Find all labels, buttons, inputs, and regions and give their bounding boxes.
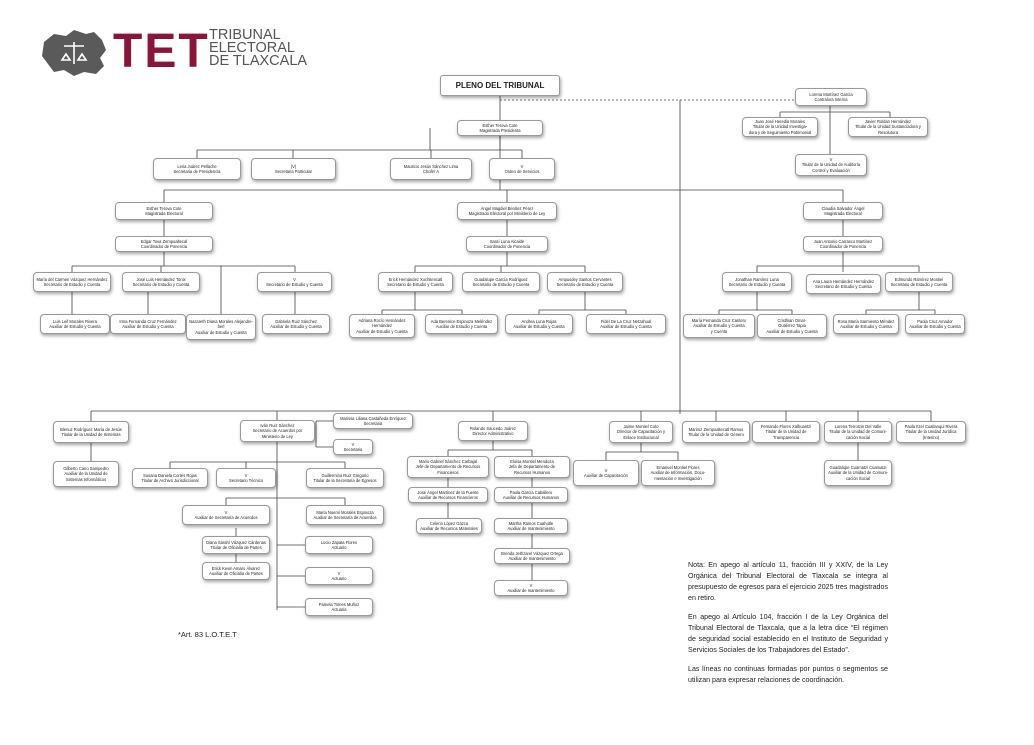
org-box-actuario2 xyxy=(305,567,373,585)
org-box-sga xyxy=(240,420,315,442)
org-box-line: Esther Terova Cote xyxy=(146,205,182,211)
org-box-p1s3 xyxy=(257,272,332,292)
org-box-line: Auxiliar de Estudio y Cuenta xyxy=(909,324,961,329)
org-box-line: Secretario de Estudio y Cuenta xyxy=(890,282,948,287)
org-box-line: José Ángel Martínez de la Fuente xyxy=(417,489,479,495)
org-box-line: Auxiliar de Estudio y Cuenta xyxy=(49,324,101,329)
org-box-line: Auxiliar de mantenimiento xyxy=(507,526,555,531)
org-box-line: Saraí Luna Alcaide xyxy=(489,238,525,244)
org-box-line: Guadalupe García Rodríguez xyxy=(474,276,528,282)
org-box-line: Secretario de Estudio y Cuenta xyxy=(556,282,614,287)
org-box-line: Ampusdey Santos Cervantes xyxy=(558,276,612,282)
org-box-line: Paola Cruz Amador xyxy=(917,318,953,324)
org-box-line: Transparencia xyxy=(772,434,799,440)
org-box-line: Enlace Institucional xyxy=(623,434,659,440)
footnote: *Art. 83 L.O.T.E.T xyxy=(178,630,237,639)
org-box-coord3 xyxy=(803,236,883,252)
org-box-juridica xyxy=(896,421,966,443)
org-box-p3a4 xyxy=(905,314,965,334)
org-box-line: Pamela Tomes Muñoz xyxy=(318,601,360,607)
org-box-p2s1 xyxy=(378,272,453,292)
org-box-line: Auxiliar de Estudio y Cuenta xyxy=(122,324,174,329)
org-box-line: Titular de la Unidad de Comuni- xyxy=(829,429,887,435)
org-box-line: Auxiliar de Estudio y Cuenta xyxy=(600,324,652,329)
org-box-line: (Interino) xyxy=(922,434,940,440)
org-box-line: Coordinador de Ponencia xyxy=(483,244,531,249)
org-box-rh xyxy=(494,456,570,478)
org-box-line: Guillermina Ruiz Gregorio xyxy=(321,472,369,478)
org-box-line: Gabriela Ruiz Sánchez xyxy=(275,318,317,324)
org-box-line: Auxiliar de Estudio y Cuenta xyxy=(513,324,565,329)
org-box-ordenanza xyxy=(489,158,555,180)
org-box-line: Titular de la Unidad de xyxy=(765,429,807,435)
org-box-secretaria1 xyxy=(333,413,413,429)
org-box-p3s1 xyxy=(722,272,792,292)
org-box-line: Magistrada Presidenta xyxy=(479,128,521,133)
org-box-info xyxy=(641,460,715,486)
org-box-line: Magistrada Electoral xyxy=(145,211,183,216)
org-box-line: Secretaria Particular xyxy=(274,169,313,174)
org-box-sust xyxy=(848,117,928,137)
org-box-line: Ángel Magdiel Benítez Pérez xyxy=(480,205,534,211)
org-box-line: Titular de la Secretaría de Egresos xyxy=(313,478,377,483)
org-box-line: Emanuel Montiel Flores xyxy=(656,465,700,471)
org-box-line: María Noemí Morales Espinoza xyxy=(316,509,374,515)
org-box-line: Hernández xyxy=(371,323,393,329)
note-2: En apego al Artículo 104, fracción I de la Ley Orgánica del Tribunal Electoral de Tlaxcala, que a la letra dice “El régimen de seguridad social establecido en el Instituto de Seguridad y Servicios Sociales de los Trabajadores del Estado”. xyxy=(688,613,888,654)
org-box-line: Secretario de Estudio y Cuenta xyxy=(815,284,872,289)
org-box-p3a3 xyxy=(833,314,899,334)
org-box-coord2 xyxy=(466,236,548,252)
org-box-line: Lorena Terrotzin Del Valle xyxy=(834,424,882,430)
org-box-line: V xyxy=(520,163,524,169)
org-box-sis_aux xyxy=(53,461,119,487)
org-box-line: Contralora Interna xyxy=(814,97,848,102)
org-box-line: Titular de la Unidad de Género xyxy=(688,432,744,437)
org-box-transp xyxy=(752,421,820,443)
org-box-line: Auxiliar de mantenimiento xyxy=(508,556,556,561)
org-box-actuario1 xyxy=(305,536,373,554)
org-box-p2a3 xyxy=(505,314,573,334)
org-box-line: Cristhian Omar- xyxy=(777,318,807,324)
org-box-p3s3 xyxy=(885,272,953,292)
org-box-capac_aux xyxy=(573,460,639,486)
logo-name: TRIBUNAL ELECTORAL DE TLAXCALA xyxy=(209,27,308,69)
org-box-line: cación Social xyxy=(845,475,871,481)
org-box-line: V xyxy=(244,472,248,478)
org-box-line: Celerin López Gazca xyxy=(429,520,469,526)
org-box-line: Gutiérrez Tapia xyxy=(778,323,806,329)
org-box-line: Actuario xyxy=(331,576,347,581)
org-box-rh_aux xyxy=(494,487,568,503)
org-box-line: Titular de la Unidad Investiga- xyxy=(752,124,808,130)
org-box-line: cación Social xyxy=(845,434,871,440)
org-box-line: Auxiliar de la Unidad de Comuni- xyxy=(828,470,888,476)
org-box-line: Jefe de Departamento de Recursos xyxy=(415,464,481,470)
org-box-line: Mauricio Jesús Sánchez Lima xyxy=(403,163,459,169)
org-box-line: Coordinador de Ponencia xyxy=(140,244,188,249)
org-box-line: mentación e Investigación xyxy=(654,475,702,481)
org-box-line: y Cuenta xyxy=(710,328,728,334)
org-box-line: Secretario de Estudio y Cuenta xyxy=(132,282,190,287)
org-box-line: berl xyxy=(217,324,225,330)
org-box-line: Auxiliar de Capacitación xyxy=(584,473,628,478)
org-box-line: Auxiliar de Secretaría de Acuerdos xyxy=(194,515,258,520)
org-box-p2a2 xyxy=(425,314,498,334)
org-box-line: Sistemas Informáticos xyxy=(65,476,107,482)
org-box-p2a1 xyxy=(349,314,415,338)
org-box-line: Titular de Oficialía de Partes xyxy=(210,545,262,550)
org-box-fin xyxy=(407,456,489,478)
org-box-p3a2 xyxy=(757,314,827,338)
org-box-secpres xyxy=(153,158,241,180)
org-box-mat xyxy=(416,518,482,534)
org-box-line: José Luis Hernández Tonix xyxy=(136,276,186,282)
org-box-auxsa1 xyxy=(182,505,270,525)
org-box-line: Secretaria xyxy=(363,421,383,426)
note-1: Nota: En apego al artículo 11, fracción III y XXIV, de la Ley Orgánica del Tribunal Electoral de Tlaxcala se integra al presupuesto de egresos para el ejercicio 2025 tres magistrados en retiro. xyxy=(688,561,888,602)
org-box-mag1 xyxy=(115,202,213,220)
org-box-line: Auxiliar de Recursos Materiales xyxy=(420,526,478,531)
org-box-line: Gilberto Cano Sampedro xyxy=(63,466,109,472)
org-box-line: Irma Fernanda Cruz Fernández xyxy=(119,318,177,324)
org-box-line: Blenuz Rodríguez María de Jesús xyxy=(60,426,122,432)
org-box-line: Leria Juárez Pellache xyxy=(177,163,217,169)
org-box-line: (V) xyxy=(290,163,297,169)
org-box-mag3 xyxy=(803,202,883,220)
org-box-oficial2 xyxy=(202,562,270,580)
org-box-line: Titular de la Unidad Sustanciadora y xyxy=(855,124,921,130)
org-box-inv xyxy=(742,117,818,137)
org-box-line: Auxiliar de Secretaría de Acuerdos xyxy=(313,515,377,520)
org-box-line: Guadalupe Cuamatzi Cuamatzi xyxy=(829,465,887,471)
org-box-line: Andrea Luna Rojas xyxy=(521,318,557,324)
org-box-mant3 xyxy=(494,580,568,596)
org-box-line: Nazareth Diana Morales Alejandre- xyxy=(189,319,253,325)
org-box-line: Ministerio de Ley xyxy=(262,433,293,439)
notes xyxy=(688,560,888,694)
org-box-line: V xyxy=(351,441,355,447)
org-box-line: Edmundo Ramírez Montiel xyxy=(894,276,944,282)
org-box-p2s2 xyxy=(462,272,540,292)
org-box-line: Secretario de Estudio y Cuenta xyxy=(472,282,530,287)
org-box-line: Auxiliar de la Unidad de xyxy=(64,471,108,477)
org-box-chofer xyxy=(390,158,472,180)
org-box-line: Director Administrativo xyxy=(472,431,514,436)
org-box-line: Adriana Rocío Hernández xyxy=(358,318,406,324)
org-box-fin_aux xyxy=(408,487,488,503)
logo-acronym: TET xyxy=(113,25,210,78)
org-box-p1s2 xyxy=(122,272,200,292)
org-box-actuario3 xyxy=(305,598,373,616)
org-box-line: Recursos Humanos xyxy=(514,469,550,475)
org-box-line: Lucio Zapata Flores xyxy=(320,539,358,545)
org-box-line: V xyxy=(293,276,296,282)
org-box-line: V xyxy=(829,157,833,163)
org-box-archivo xyxy=(132,468,208,488)
org-box-mant1 xyxy=(494,518,568,534)
org-box-admin xyxy=(458,421,528,441)
org-box-line: Ana Laura Hernández Hernández xyxy=(812,278,875,284)
org-box-p1a4 xyxy=(262,314,330,334)
org-box-line: Auxiliar de Estudio y Cuenta xyxy=(840,324,892,329)
org-box-coord1 xyxy=(115,236,213,252)
org-box-line: Financieros xyxy=(437,469,459,475)
org-box-line: Ada Berenice Espinoza Meléndez xyxy=(430,318,493,324)
org-box-line: Fidel De La Cruz Netzahual xyxy=(600,318,652,324)
org-box-line: Martha Ramos Cuahutle xyxy=(508,520,554,526)
org-box-auxsa2 xyxy=(306,505,384,525)
org-box-line: Mario Gabriel Sánchez Carbajal xyxy=(418,459,478,465)
org-box-p1a1 xyxy=(40,314,110,334)
org-box-line: Titular de Archivo Jurisdiccional xyxy=(141,478,199,483)
org-box-line: Juan Antonio Carrasco Martínez xyxy=(813,238,873,244)
org-box-line: Magistrada Electoral xyxy=(824,211,862,216)
org-box-line: María Fernanda Cruz Cantero xyxy=(691,318,747,324)
org-box-line: Jonathan Ramírez Luna xyxy=(735,276,779,282)
org-box-line: Magistrado Electoral por Ministerio de Ley xyxy=(468,211,546,216)
org-box-line: Secretario de Estudio y Cuenta xyxy=(266,282,323,287)
org-box-line: Paola Itzel Cuatlanqui Rivera xyxy=(904,424,958,430)
org-box-line: Secretario de Acuerdos por xyxy=(252,428,303,434)
org-box-contralor xyxy=(795,88,867,106)
org-box-comsoc_aux xyxy=(824,460,892,486)
org-box-sistemas xyxy=(53,421,129,443)
org-box-line: Auxiliar de Recursos Humanos xyxy=(502,495,560,500)
org-box-line: Orden de Servicios xyxy=(504,169,540,174)
org-box-line: Fernando Flores Xalhuantzi xyxy=(760,424,812,430)
org-box-comsoc xyxy=(824,421,892,443)
org-box-line: Director de Capacitación y xyxy=(616,429,665,435)
org-box-line: Auxiliar de mantenimiento xyxy=(507,588,555,593)
org-box-line: Titular de la Unidad Jurídica xyxy=(905,429,957,435)
org-box-line: María del Carmen Vázquez Hernández xyxy=(36,276,108,282)
org-box-line: V xyxy=(529,582,533,588)
org-box-line: Auxiliar de Recursos Financieros xyxy=(418,495,478,500)
org-box-line: Erick Hernández Xochitencatl xyxy=(388,276,443,282)
org-box-line: Erick Kevin Amaro Álvarez xyxy=(211,565,261,571)
org-box-mag2 xyxy=(457,202,557,220)
org-box-line: Auxiliar de Estudio y Cuenta xyxy=(356,328,408,334)
org-box-line: Titular de la Unidad de Auditoría xyxy=(801,162,861,168)
org-box-p3a1 xyxy=(683,314,755,338)
org-box-line: Paola García Caballero xyxy=(509,489,553,495)
org-box-line: Claudia Salvador Ángel xyxy=(821,205,865,211)
org-box-line: V xyxy=(604,467,608,473)
org-box-line: Iván Ruiz Sánchez xyxy=(260,423,295,429)
org-box-line: Eloisa Montiel Mendoza xyxy=(510,459,554,465)
org-box-line: Auxiliar de Información, Docu- xyxy=(650,470,706,476)
org-box-line: V xyxy=(337,570,341,576)
org-box-genero xyxy=(682,421,750,443)
org-box-line: dora y de Seguimiento Patrimonial xyxy=(748,129,812,135)
org-box-line: Brenda Jethzarel Vázquez Ortega xyxy=(501,550,563,556)
org-box-line: Secretario de Estudio y Cuenta xyxy=(728,282,786,287)
org-box-line: Rolando Saucedo Juárez xyxy=(470,425,516,431)
org-box-line: Control y Evaluación xyxy=(812,167,850,173)
org-box-line: Jaime Montiel Coto xyxy=(623,424,659,430)
org-box-oficial1 xyxy=(202,536,270,554)
org-box-line: Secretario de Estudio y Cuenta xyxy=(43,282,101,287)
org-box-line: Auxiliar de Estudio y Cuenta xyxy=(766,328,818,334)
org-box-line: Titular de la Unidad de Sistemas xyxy=(61,432,121,437)
org-box-secpart xyxy=(251,158,336,180)
org-box-egresos xyxy=(306,468,384,488)
org-box-line: Marissa Liliana Castañeda Enríquez xyxy=(340,415,406,421)
org-box-presidenta xyxy=(457,120,543,136)
org-box-line: Chofer A xyxy=(423,169,439,174)
org-box-line: Coordinador de Ponencia xyxy=(819,244,867,249)
org-box-line: PLENO DEL TRIBUNAL xyxy=(455,80,545,90)
org-box-line: V xyxy=(224,509,228,515)
org-box-line: Rosa María Sarmiento Méndez xyxy=(837,318,895,324)
org-box-line: Actuario xyxy=(331,545,347,550)
org-box-line: Secretaria xyxy=(343,447,363,452)
org-box-line: Resolutora xyxy=(878,129,898,135)
org-box-line: Juan José Heredia Morales xyxy=(755,119,805,125)
org-box-p2s3 xyxy=(547,272,623,292)
org-box-line: Susana Daniela Cortés Rojas xyxy=(143,472,197,478)
org-box-p1a2 xyxy=(110,314,186,334)
org-box-line: Javier Roldan Hernández xyxy=(864,119,912,125)
org-box-sectec xyxy=(216,468,276,488)
org-box-mant2 xyxy=(494,548,570,564)
org-box-line: Auxiliar de Estudio y Cuenta xyxy=(693,323,745,329)
note-3: Las líneas no continuas formadas por puntos o segmentos se utilizan para expresar relaciones de coordinación. xyxy=(688,665,888,684)
org-box-p1s1 xyxy=(33,272,111,292)
org-box-line: Esther Terova Cote xyxy=(482,122,518,128)
org-box-line: Mariruz Zempoaltecatl Ramos xyxy=(688,426,744,432)
org-box-secretaria2 xyxy=(333,439,373,455)
org-box-line: Actuaria xyxy=(331,607,347,612)
org-box-p3s2 xyxy=(806,274,881,294)
org-box-p2a4 xyxy=(586,314,666,334)
org-box-line: Secretaria de Presidencia xyxy=(173,169,221,174)
org-box-p1a3 xyxy=(186,314,256,340)
org-box-line: Secretario de Estudio y Cuenta xyxy=(387,282,444,287)
org-box-line: Jefa de Departamento de xyxy=(508,464,556,470)
org-box-line: Edgar Tova Zempoaltecal xyxy=(140,238,188,244)
org-box-line: Lorena Martínez García xyxy=(809,91,853,97)
org-box-line: Secretario Técnico xyxy=(228,478,264,483)
org-box-line: Auxiliar de Oficialía de Partes xyxy=(209,571,263,576)
org-box-audit xyxy=(795,154,867,176)
org-box-line: Auxiliar de Estudio y Cuenta xyxy=(195,329,247,335)
org-box-line: Auxiliar de Estudio y Cuenta xyxy=(435,324,488,329)
org-box-line: Diana Sarahí Vázquez Cárdenas xyxy=(206,539,266,545)
org-box-capac xyxy=(609,421,673,443)
org-box-pleno xyxy=(440,75,560,96)
org-box-line: Luis Leif Morales Rivera xyxy=(53,318,97,324)
org-box-line: Auxiliar de Estudio y Cuenta xyxy=(270,324,322,329)
